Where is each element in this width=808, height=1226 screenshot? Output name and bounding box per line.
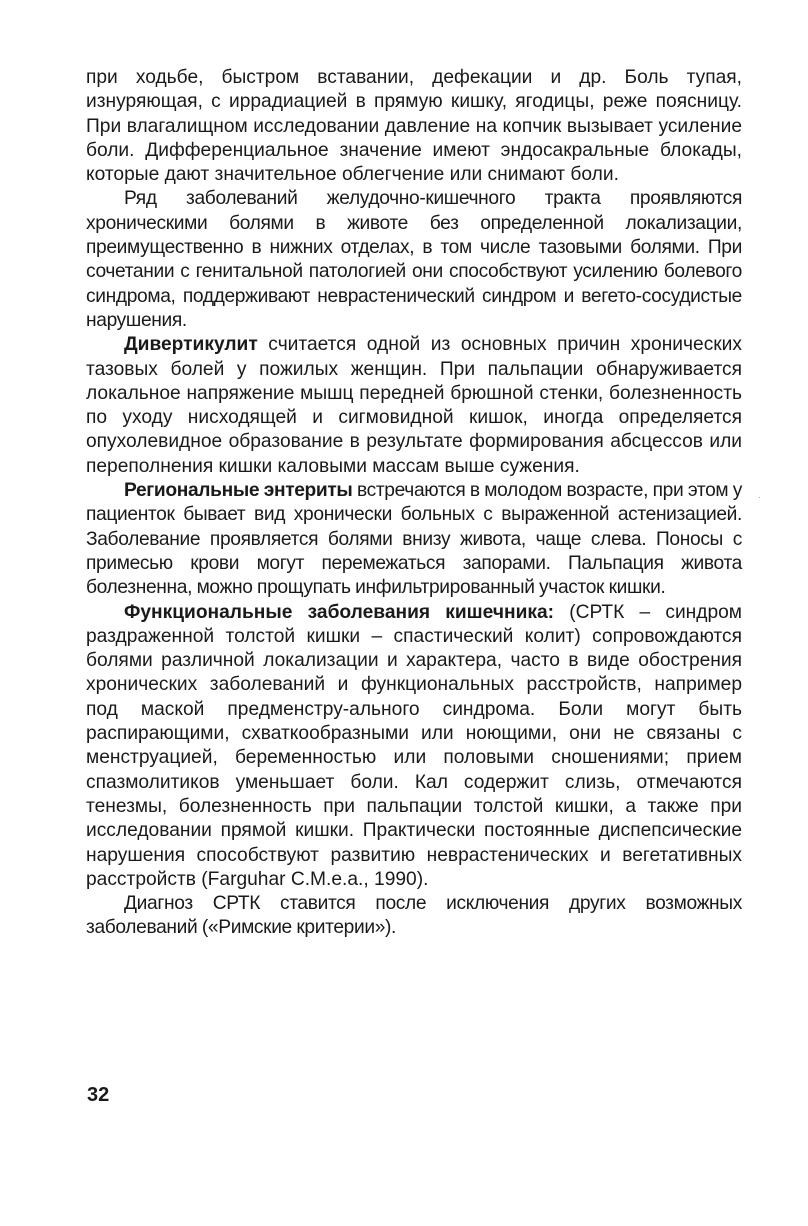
paragraph-1 xyxy=(86,66,742,187)
paragraph-text: (СРТК – синдром раздраженной толстой кишки – спастический колит) сопровождаются болями различной локализации и характера, часто в виде обострения хронических заболеваний и функциональных расстройств, например под маской предменстру-ального синдрома. Боли могут быть распирающими, схваткообразными или ноющими, они не связаны с менструацией, беременностью или половыми сношениями; прием спазмолитиков уменьшает боли. Кал содержит слизь, отмечаются тенезмы, болезненность при пальпации толстой кишки, а также при исследовании прямой кишки. Практически постоянные диспепсические нарушения способствуют развитию неврастенических и вегетативных расстройств (Farguhar C.M.e.a., 1990). xyxy=(86,601,742,890)
scan-speck: · xyxy=(758,492,761,502)
paragraph-diagnosis xyxy=(86,892,742,941)
paragraph-text: считается одной из основных причин хронических тазовых болей у пожилых женщин. При пальпации обнаруживается локальное напряжение мышц передней брюшной стенки, болезненность по уходу нисходящей и сигмовидной кишок, иногда определяется опухолевидное образование в результате формирования абсцессов или переполнения кишки каловыми массам выше сужения. xyxy=(86,334,742,477)
paragraph-text: при ходьбе, быстром вставании, дефекации и др. Боль тупая, изнуряющая, с иррадиацией в прямую кишку, ягодицы, реже поясницу. При влагалищном исследовании давление на копчик вызывает усиление боли. Дифференциальное значение имеют эндосакральные блокады, которые дают значительное облегчение или снимают боли. xyxy=(86,67,742,186)
page-number: 32 xyxy=(87,1084,110,1106)
paragraph-lead-term: Региональные энтериты xyxy=(124,480,353,502)
paragraph-diverticulitis xyxy=(86,333,742,479)
paragraph-2 xyxy=(86,187,742,333)
paragraph-text: Ряд заболеваний желудочно-кишечного тракта проявляются хроническими болями в животе без определенной локализации, преимущественно в нижних отделах, в том числе тазовыми болями. При сочетании с генитальной патологией они способствуют усилению болевого синдрома, поддерживают неврастенический синдром и вегето-сосудистые нарушения. xyxy=(86,188,742,331)
page-text xyxy=(86,66,742,941)
paragraph-enteritis xyxy=(86,479,742,600)
paragraph-text: Диагноз СРТК ставится после исключения других возможных заболеваний («Римские критерии»). xyxy=(86,893,742,939)
paragraph-lead-term: Функциональные заболевания кишечника: xyxy=(124,601,555,623)
paragraph-lead-term: Дивертикулит xyxy=(124,334,258,356)
paragraph-functional-bowel xyxy=(86,601,742,893)
paragraph-text: встречаются в молодом возрасте, при этом у пациенток бывает вид хронически больных с выраженной астенизацией. Заболевание проявляется болями внизу живота, чаще слева. Поносы с примесью крови могут перемежаться запорами. Пальпация живота болезненна, можно прощупать инфильтрированный участок кишки. xyxy=(86,480,742,599)
